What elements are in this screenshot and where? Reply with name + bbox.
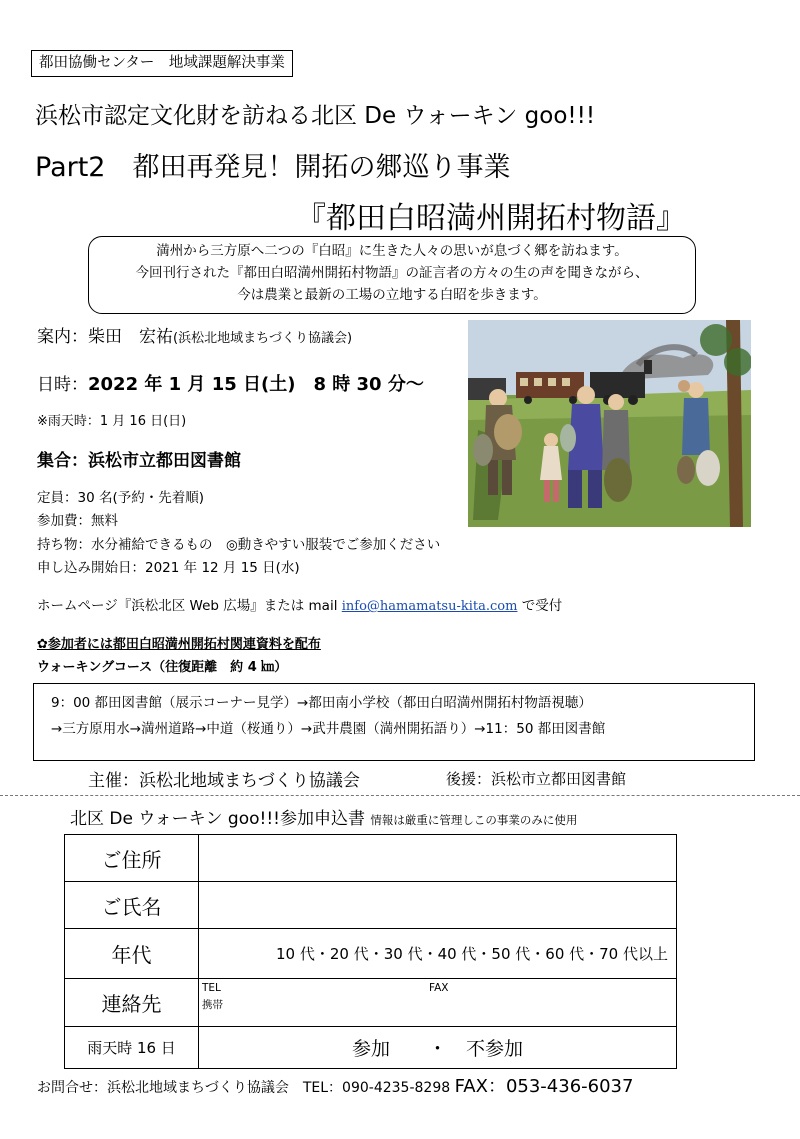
form-title-text: 北区 De ウォーキン goo!!!参加申込書 [70,809,365,829]
rain-date: ※雨天時：1 月 16 日(日) [37,414,187,429]
application-form [64,834,677,1069]
inquiry-line [37,1072,633,1098]
attend-options[interactable]: 参加 ・ 不参加 [199,1027,677,1069]
headline-title: 『都田白昭満州開拓村物語』 [296,201,686,236]
settlers-illustration [468,320,751,527]
email-link[interactable]: info@hamamatsu-kita.com [341,599,518,614]
homepage-suffix: で受付 [517,598,563,614]
capacity: 定員：30 名(予約・先着順) [37,490,205,506]
guide-info [37,322,352,347]
fee: 参加費：無料 [37,513,118,529]
distribution-note: ✿参加者には都田白昭満州開拓村関連資料を配布 [37,637,321,652]
form-row-address [65,835,677,882]
headline-line1: 浜松市認定文化財を訪ねる北区 De ウォーキン goo!!! [35,103,596,129]
course-line1: 9：00 都田図書館（展示コーナー見学）→都田南小学校（都田白昭満州開拓村物語視聴） [51,695,592,711]
contact-field[interactable] [199,979,677,1027]
intro-box [88,236,696,314]
age-options[interactable]: 10 代・20 代・30 代・40 代・50 代・60 代・70 代以上 [199,929,677,979]
illustration-drawing [468,320,751,527]
address-label: ご住所 [65,835,199,882]
guide-name: 案内：柴田 宏祐 [37,327,173,347]
fax-label: FAX [429,982,449,994]
support-org: 後援：浜松市立都田図書館 [446,770,627,788]
age-label: 年代 [65,929,199,979]
form-row-age [65,929,677,979]
intro-line2: 今回刊行された『都田白昭満州開拓村物語』の証言者の方々の生の声を聞きながら、 [135,265,649,281]
date-value: 2022 年 1 月 15 日(土) 8 時 30 分～ [88,374,424,395]
inquiry-contact: お問合せ：浜松北地域まちづくり協議会 TEL：090-4235-8298 [37,1080,451,1096]
inquiry-fax: FAX：053-436-6037 [454,1076,634,1097]
name-field[interactable] [199,882,677,929]
intro-line3: 今は農業と最新の工場の立地する白昭を歩きます。 [237,287,547,303]
host-org: 主催：浜松北地域まちづくり協議会 [88,771,360,791]
course-title: ウォーキングコース（往復距離 約 4 ㎞） [37,660,288,675]
headline-line2: Part2 都田再発見！開拓の郷巡り事業 [35,152,511,183]
course-box [33,683,755,761]
homepage-text: ホームページ『浜松北区 Web 広場』または mail [37,598,342,614]
belongings: 持ち物：水分補給できるもの ◎動きやすい服装でご参加ください [37,537,441,553]
tel-label: TEL [202,982,221,994]
intro-line1: 満州から三方原へ二つの『白昭』に生きた人々の思いが息づく郷を訪ねます。 [156,243,628,259]
project-tag: 都田協働センター 地域課題解決事業 [31,50,293,77]
form-privacy-note: 情報は厳重に管理しこの事業のみに使用 [370,813,578,827]
form-row-contact [65,979,677,1027]
form-title [70,804,577,829]
homepage-line [37,594,562,614]
address-field[interactable] [199,835,677,882]
guide-org: (浜松北地域まちづくり協議会) [173,331,353,346]
course-line2: →三方原用水→満州道路→中道（桜通り）→武井農園（満州開拓語り）→11：50 都田図書館 [51,721,606,737]
rain-day-label: 雨天時 16 日 [65,1027,199,1069]
mobile-label: 携帯 [202,999,223,1011]
cut-line [0,795,800,796]
meeting-place: 集合：浜松市立都田図書館 [37,451,241,471]
contact-label: 連絡先 [65,979,199,1027]
apply-start: 申し込み開始日：2021 年 12 月 15 日(水) [37,560,300,576]
form-row-name [65,882,677,929]
name-label: ご氏名 [65,882,199,929]
event-datetime [37,370,424,396]
form-row-rain [65,1027,677,1069]
date-label: 日時： [37,375,88,395]
